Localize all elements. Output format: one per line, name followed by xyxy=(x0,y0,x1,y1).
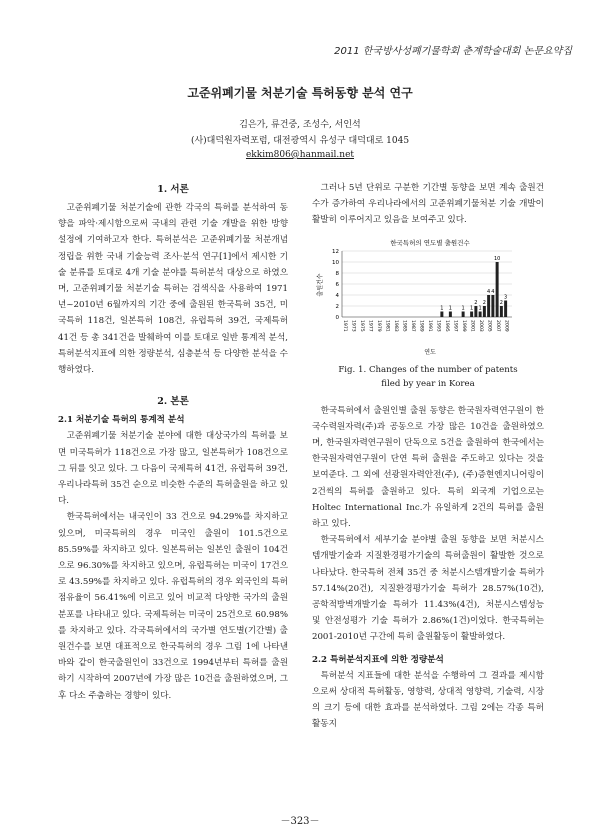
chart-data-label: 1 xyxy=(478,305,482,312)
figure-caption xyxy=(312,363,544,391)
body-paragraph-2: 한국특허에서는 내국인이 33 건으로 94.29%를 차지하고 있으며, 미국특허의 경우 미국인 출원이 101.5건으로 85.59%를 차지하고 있다. 일본특허는 일본인 출원이 104건으로 96.30%를 차지하고 있으며, 유럽특허는 미국이 17건으로 43.59%를 차지하고 있다. 유럽특허의 경우 외국인의 특허 점유율이 56.41%에 이르고 있어 비교적 다양한 국가의 출원분포를 나타내고 있다. 국제특허는 미국이 25건으로 60.98%를 차지하고 있다. 각국특허에서의 국가별 연도별(기간별) 출원건수를 보면 대표적으로 한국특허의 경우 그림 1에 나타낸 바와 같이 한국출원인이 33건으로 1994년부터 특허를 출원하기 시작하여 2007년에 가장 많은 10건을 출원하였으며, 그 후 다소 주춤하는 경향이 있다. xyxy=(58,512,288,701)
proceedings-header: 2011 한국방사성폐기물학회 춘계학술대회 논문요약집 xyxy=(334,46,572,57)
bar-chart xyxy=(312,235,544,357)
chart-data-label: 3 xyxy=(504,294,508,301)
chart-x-label: 연도 xyxy=(424,348,436,356)
chart-data-label: 2 xyxy=(499,299,503,306)
chart-data-label: 4 xyxy=(487,288,491,295)
chart-bar xyxy=(500,306,503,317)
chart-y-tick-label: 8 xyxy=(335,270,339,277)
chart-x-tick-label: 1991 xyxy=(427,319,433,332)
body-paragraph-4: 한국특허에서 출원인별 출원 동향은 한국원자력연구원이 한국수력원자력(주)과 공동으로 가장 많은 10건을 출원하였으며, 한국원자력연구원이 단독으로 5건을 출원하여 한국에서는 한국원자력연구원이 단연 특허 출원을 주도하고 있다는 것을 보여준다. 그 외에 선광원자력안전(주), (주)증현엔지니어링이 2건씩의 특허를 출원하고 있다. 특히 외국계 기업으로는 Holtec International Inc.가 유일하게 2건의 특허를 출원하고 있다. xyxy=(312,405,544,530)
chart-x-tick-label: 2003 xyxy=(478,319,484,332)
affiliation: (사)대덕원자력포럼, 대전광역시 유성구 대덕대로 1045 xyxy=(190,136,410,146)
chart-y-tick-label: 6 xyxy=(335,281,339,288)
chart-bar xyxy=(440,311,443,317)
chart-y-tick-label: 12 xyxy=(332,248,339,255)
chart-data-label: 1 xyxy=(470,305,474,312)
chart-y-label: 출원건수 xyxy=(317,273,324,297)
chart-data-label: 1 xyxy=(448,305,452,312)
body-paragraph-3: 그러나 5년 단위로 구분한 기간별 동향을 보면 계속 출원건수가 증가하여 우리나라에서의 고준위폐기물처분 기술 개발이 활발히 이루어지고 있음을 보여주고 있다. xyxy=(312,183,544,226)
chart-y-tick-label: 0 xyxy=(335,314,339,321)
subsection-heading-2-1: 2.1 처분기술 특허의 통계적 분석 xyxy=(58,415,185,426)
author-list: 김은가, 류건중, 조성수, 서인석 xyxy=(239,120,361,130)
section-heading-body: 2. 본론 xyxy=(157,396,189,408)
chart-bar xyxy=(470,311,473,317)
chart-y-tick-label: 2 xyxy=(335,303,339,310)
chart-bar xyxy=(504,300,507,317)
chart-x-tick-label: 1985 xyxy=(401,319,407,332)
chart-bar xyxy=(496,262,499,317)
paper-title: 고준위폐기물 처분기술 특허동향 분석 연구 xyxy=(187,86,413,100)
chart-x-tick-label: 1999 xyxy=(461,319,467,332)
chart-x-tick-label: 1979 xyxy=(376,319,382,332)
chart-data-label: 2 xyxy=(482,299,486,306)
chart-x-tick-label: 1993 xyxy=(435,319,441,332)
page-number: －323－ xyxy=(280,816,320,827)
chart-x-tick-label: 1995 xyxy=(444,319,450,332)
caption-line-2: filed by year in Korea xyxy=(381,378,475,389)
chart-bar xyxy=(474,306,477,317)
chart-bar xyxy=(449,311,452,317)
chart-y-tick-label: 10 xyxy=(332,259,339,266)
chart-x-tick-label: 1989 xyxy=(418,319,424,332)
chart-x-tick-label: 1981 xyxy=(384,319,390,332)
chart-x-tick-label: 2009 xyxy=(503,319,509,332)
subsection-heading-2-2: 2.2 특허분석지표에 의한 정량분석 xyxy=(312,654,444,665)
chart-x-tick-label: 1971 xyxy=(342,319,348,332)
chart-title: 한국특허의 연도별 출원건수 xyxy=(390,238,470,247)
chart-x-tick-label: 2001 xyxy=(469,319,475,332)
chart-data-label: 4 xyxy=(491,288,495,295)
intro-paragraph: 고준위폐기물 처분기술에 관한 각국의 특허를 분석하여 동향을 파악·제시함으로써 국내의 관련 기술 개발을 위한 방향 설정에 기여하고자 한다. 특허분석은 고준위폐기물 처분개념 정립을 위한 국내 기술능력 조사·분석 연구[1]에서 제시한 기술 분류를 토대로 4개 기술 분야를 특허분석 대상으로 하였으며, 고준위폐기물 처분기술 특허는 검색식을 사용하여 1971년~2010년 6월까지의 기간 중에 출원된 한국특허 35건, 미국특허 118건, 일본특허 108건, 유럽특허 39건, 국제특허 41건 등 총 341건을 발췌하여 이를 토대로 일반 통계적 분석, 특허분석지표에 의한 정량분석, 심층분석 등 다양한 분석을 수행하였다. xyxy=(58,203,288,376)
chart-plot-area xyxy=(332,249,512,332)
chart-bar xyxy=(491,295,494,317)
chart-data-label: 1 xyxy=(461,305,465,312)
chart-x-tick-label: 2005 xyxy=(486,319,492,332)
chart-x-tick-label: 1977 xyxy=(367,319,373,332)
chart-bar xyxy=(483,306,486,317)
figure-1 xyxy=(312,235,544,357)
chart-x-tick-label: 1997 xyxy=(452,319,458,332)
chart-data-label: 1 xyxy=(440,305,444,312)
chart-x-tick-label: 2007 xyxy=(495,319,501,332)
body-paragraph-6: 특허분석 지표들에 대한 분석을 수행하여 그 결과를 제시함으로써 상대적 특허활동, 영향력, 상대적 영향력, 기술력, 시장의 크기 등에 대한 효과를 분석하였다. 그림 2에는 각종 특허활동지 xyxy=(312,670,544,730)
caption-line-1: Fig. 1. Changes of the number of patents xyxy=(338,364,518,375)
body-paragraph-1: 고준위폐기물 처분기술 분야에 대한 대상국가의 특허를 보면 미국특허가 118건으로 가장 많고, 일본특허가 108건으로 그 뒤를 잇고 있다. 그 다음이 국제특허 41건, 유럽특허 39건, 우리나라특허 35건 순으로 비슷한 수준의 특허출원을 하고 있다. xyxy=(58,431,288,507)
body-paragraph-5: 한국특허에서 세부기술 분야별 출원 동향을 보면 처분시스템개발기술과 지질환경평가기술의 특허출원이 활발한 것으로 나타났다. 한국특허 전체 35건 중 처분시스템개발기술 특허가 57.14%(20건), 지질환경평가기술 특허가 28.57%(10건), 공학적방벽개발기술 특허가 11.43%(4건), 처분시스템성능 및 안전성평가 기술 특허가 2.86%(1건)이었다. 한국특허는 2001-2010년 구간에 특히 출원활동이 활발하였다. xyxy=(312,535,544,643)
chart-data-label: 2 xyxy=(474,299,478,306)
chart-data-label: 10 xyxy=(493,255,501,262)
chart-x-tick-label: 1973 xyxy=(350,319,356,332)
left-column xyxy=(58,180,288,704)
chart-x-tick-label: 1975 xyxy=(359,319,365,332)
chart-y-tick-label: 4 xyxy=(335,292,339,299)
chart-bar xyxy=(479,311,482,317)
chart-x-tick-label: 1983 xyxy=(393,319,399,332)
chart-bar xyxy=(487,295,490,317)
section-heading-intro: 1. 서론 xyxy=(157,184,189,195)
right-column xyxy=(312,180,544,733)
author-email[interactable]: ekkim806@hanmail.net xyxy=(245,150,355,160)
chart-bar xyxy=(462,311,465,317)
chart-x-tick-label: 1987 xyxy=(410,319,416,332)
